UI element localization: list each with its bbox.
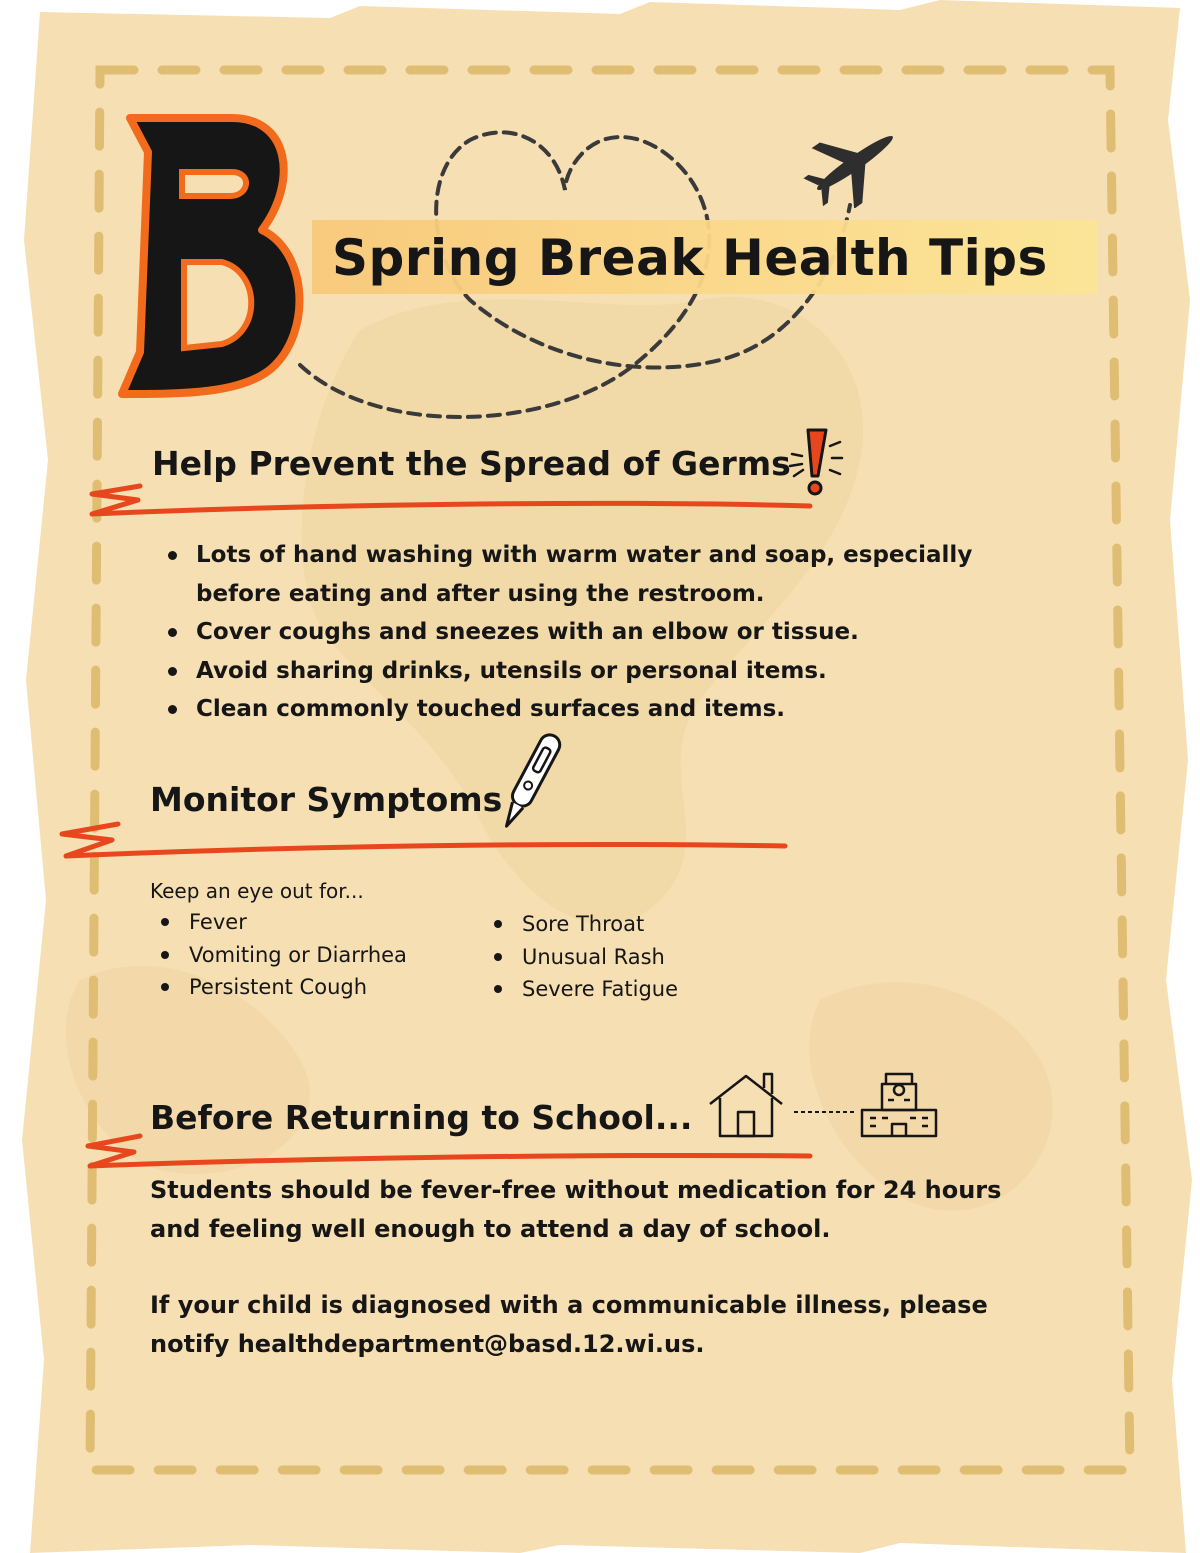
notify-paragraph: If your child is diagnosed with a communicable illness, please notify healthdepartment@basd.12.wi.us. — [150, 1291, 988, 1358]
letter-b-logo — [112, 112, 312, 402]
germs-heading: Help Prevent the Spread of Germs — [152, 444, 791, 483]
list-item: Severe Fatigue — [492, 973, 678, 1006]
letter-b-inner-top — [182, 172, 246, 196]
symptoms-intro: Keep an eye out for... — [150, 879, 364, 903]
list-item: Cover coughs and sneezes with an elbow or tissue. — [166, 613, 1006, 652]
germs-list — [166, 536, 1006, 729]
symptoms-right-list — [492, 908, 678, 1006]
school-building-icon — [862, 1074, 936, 1136]
letter-b-outline — [122, 118, 299, 394]
house-icon — [710, 1074, 782, 1136]
thermometer-icon — [490, 726, 570, 838]
list-item: Persistent Cough — [159, 971, 407, 1004]
page-title: Spring Break Health Tips — [332, 229, 1048, 287]
airplane-icon — [800, 118, 910, 208]
returning-paragraph: Students should be fever-free without medication for 24 hours and feeling well enough to attend a day of school. — [150, 1176, 1002, 1243]
list-item: Vomiting or Diarrhea — [159, 939, 407, 972]
returning-heading: Before Returning to School... — [150, 1098, 693, 1137]
symptoms-left-list — [159, 906, 407, 1004]
symptoms-heading: Monitor Symptoms — [150, 780, 503, 819]
list-item: Lots of hand washing with warm water and soap, especially before eating and after using the restroom. — [166, 536, 1006, 613]
letter-b-inner-bottom — [184, 262, 251, 348]
exclamation-icon — [786, 424, 844, 502]
home-to-school-illustration — [706, 1070, 938, 1140]
list-item: Sore Throat — [492, 908, 678, 941]
list-item: Fever — [159, 906, 407, 939]
list-item: Avoid sharing drinks, utensils or personal items. — [166, 652, 1006, 691]
list-item: Unusual Rash — [492, 941, 678, 974]
list-item: Clean commonly touched surfaces and items. — [166, 690, 1006, 729]
